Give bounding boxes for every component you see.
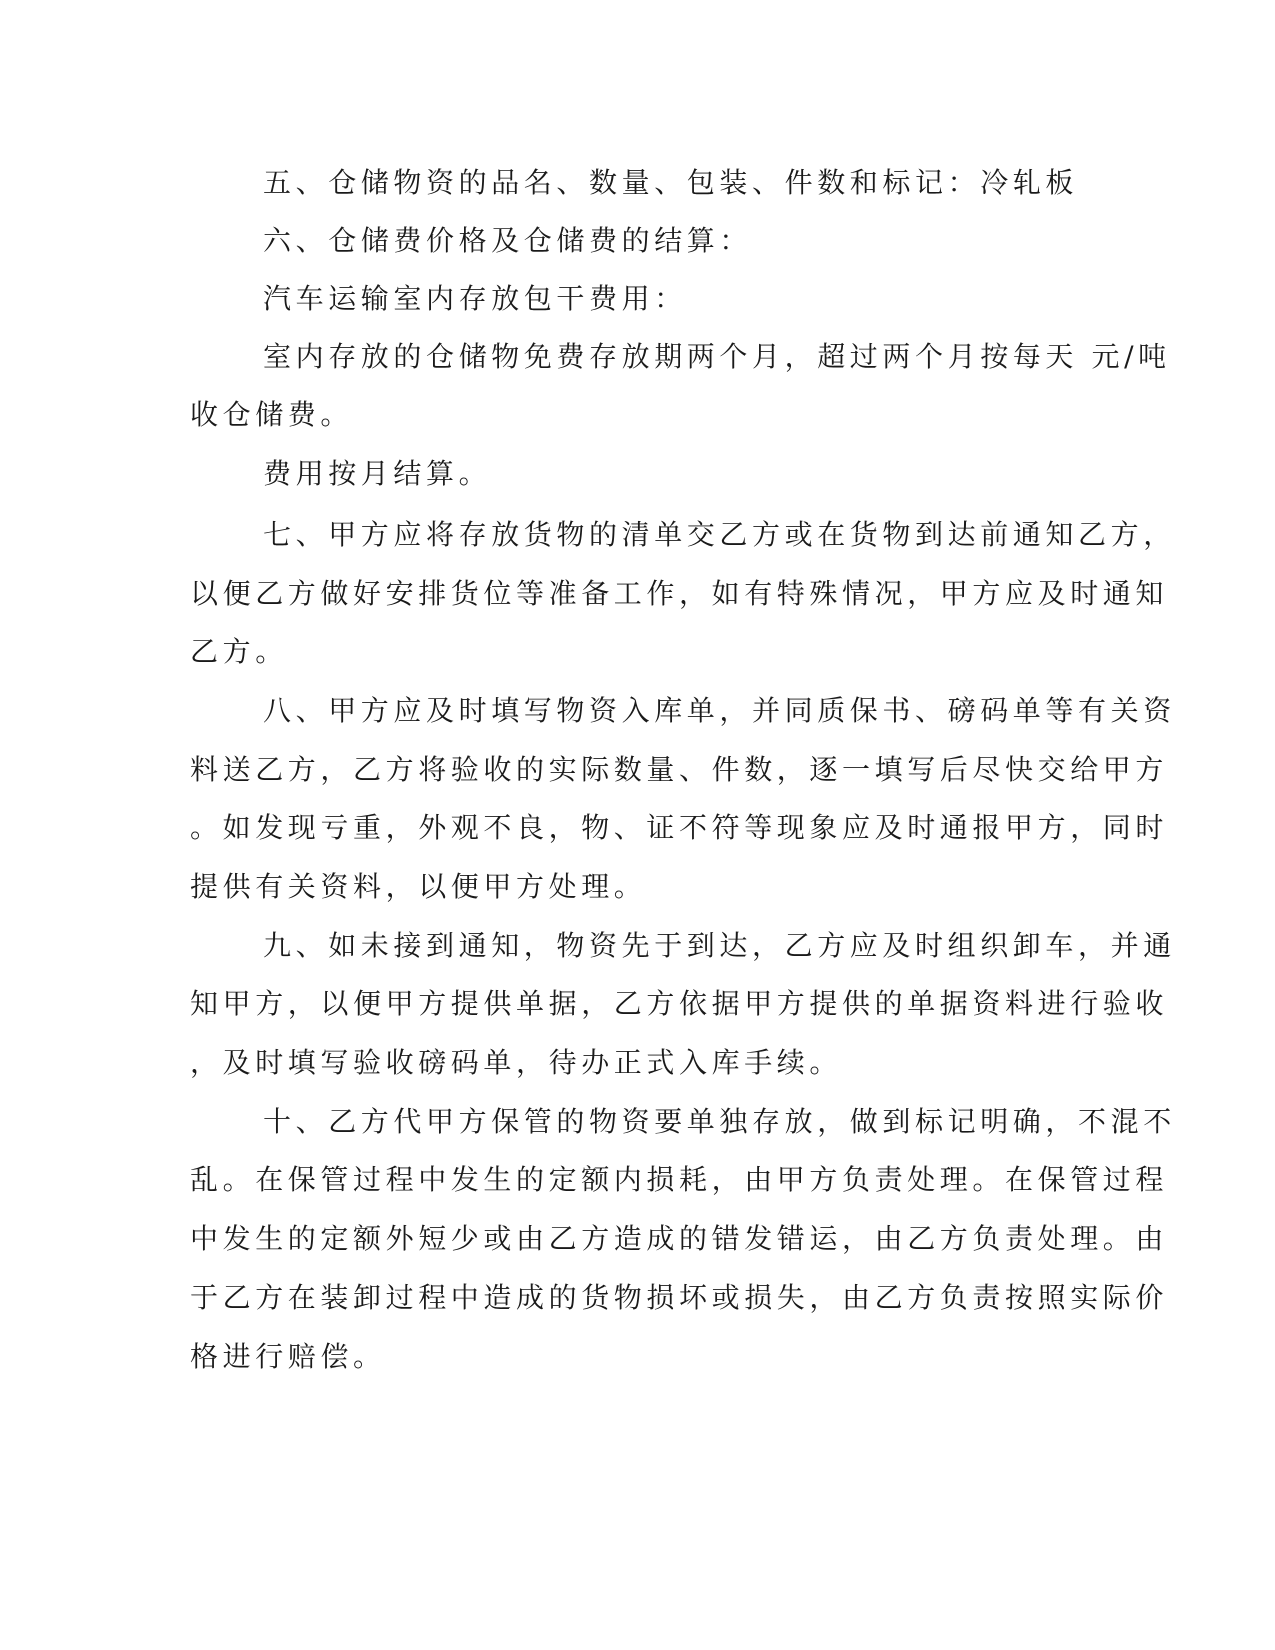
clause-9-line-1: 九、如未接到通知，物资先于到达，乙方应及时组织卸车，并通 bbox=[263, 929, 1176, 962]
clause-8-line-3: 。如发现亏重，外观不良，物、证不符等现象应及时通报甲方，同时 bbox=[190, 811, 1169, 844]
clause-8-line-4: 提供有关资料，以便甲方处理。 bbox=[190, 870, 647, 903]
clause-7-line-3: 乙方。 bbox=[190, 635, 288, 668]
clause-9-line-2: 知甲方，以便甲方提供单据，乙方依据甲方提供的单据资料进行验收 bbox=[190, 987, 1169, 1020]
settlement-line: 费用按月结算。 bbox=[263, 457, 492, 490]
clause-10-line-3: 中发生的定额外短少或由乙方造成的错发错运，由乙方负责处理。由 bbox=[190, 1222, 1169, 1255]
clause-6-heading: 六、仓储费价格及仓储费的结算： bbox=[263, 224, 753, 257]
clause-5-line: 五、仓储物资的品名、数量、包装、件数和标记：冷轧板 bbox=[263, 166, 1079, 199]
fee-type-line: 汽车运输室内存放包干费用： bbox=[263, 282, 687, 315]
storage-fee-line-1: 室内存放的仓储物免费存放期两个月，超过两个月按每天 元/吨 bbox=[263, 340, 1171, 373]
clause-7-line-1: 七、甲方应将存放货物的清单交乙方或在货物到达前通知乙方， bbox=[263, 518, 1176, 551]
clause-10-line-2: 乱。在保管过程中发生的定额内损耗，由甲方负责处理。在保管过程 bbox=[190, 1163, 1169, 1196]
clause-8-line-2: 料送乙方，乙方将验收的实际数量、件数，逐一填写后尽快交给甲方 bbox=[190, 753, 1169, 786]
clause-7-line-2: 以便乙方做好安排货位等准备工作，如有特殊情况，甲方应及时通知 bbox=[190, 577, 1169, 610]
clause-10-line-5: 格进行赔偿。 bbox=[190, 1340, 386, 1373]
clause-8-line-1: 八、甲方应及时填写物资入库单，并同质保书、磅码单等有关资 bbox=[263, 694, 1176, 727]
clause-9-line-3: ，及时填写验收磅码单，待办正式入库手续。 bbox=[190, 1046, 843, 1079]
clause-10-line-4: 于乙方在装卸过程中造成的货物损坏或损失，由乙方负责按照实际价 bbox=[190, 1281, 1169, 1314]
clause-10-line-1: 十、乙方代甲方保管的物资要单独存放，做到标记明确，不混不 bbox=[263, 1105, 1176, 1138]
storage-fee-line-2: 收仓储费。 bbox=[190, 398, 354, 431]
